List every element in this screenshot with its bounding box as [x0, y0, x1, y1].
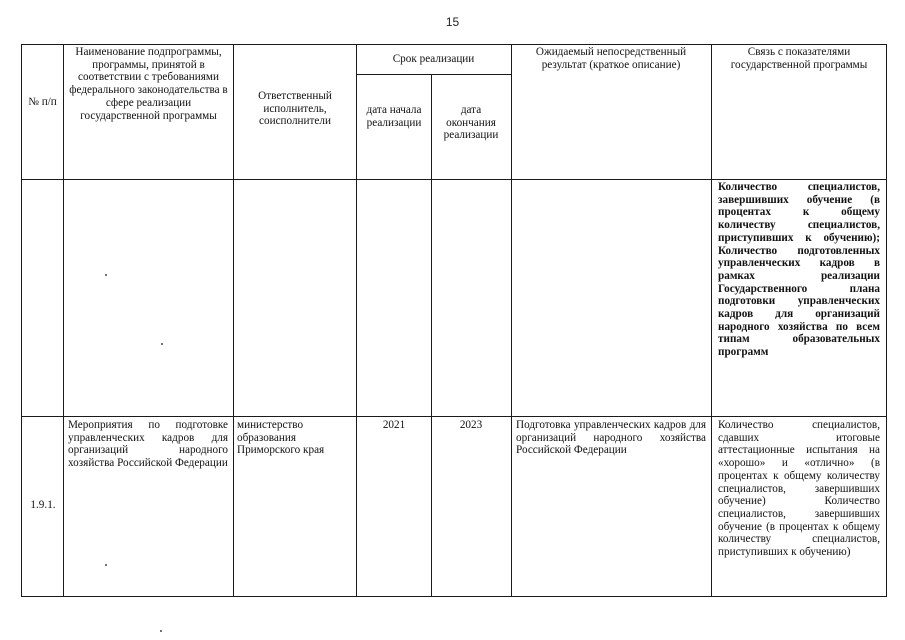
header-num: № п/п: [28, 96, 57, 108]
header-result: Ожидаемый непосредственный результат (краткое описание): [535, 46, 687, 71]
page-number: 15: [445, 15, 460, 29]
end-year: 2023: [459, 419, 483, 431]
header-start-date: дата начала реализации: [366, 104, 422, 129]
col-line-5: [511, 44, 512, 597]
stray-mark: [105, 274, 107, 276]
stray-mark: [105, 564, 107, 566]
col-line-1: [63, 44, 64, 597]
stray-mark: [161, 343, 163, 345]
header-name: Наименование подпрограммы, программы, принятой в соответствии с требованиями федерального законодательства в сфере реализации государственной программы: [69, 46, 228, 122]
link-indicators-text: Количество специалистов, сдавших итоговые аттестационные испытания на «хорошо» и «отлично» (в процентах к общему количеству специалистов, завершивших обучение) Количество специалистов, завершивших обучение (в процентах к общему количеству специалистов, приступивших к обучению): [718, 419, 880, 559]
header-bottom-line: [21, 179, 887, 180]
period-divider-line: [356, 74, 511, 75]
header-responsible: Ответственный исполнитель, соисполнители: [258, 90, 332, 128]
link-indicators-text: Количество специалистов, завершивших обучение (в процентах к общему количеству специалистов, приступивших к обучению); Количество подготовленных управленческих кадров в рамках реализации Государственного плана подготовки управленческих кадров для организаций народного хозяйства по всем типам образовательных программ: [718, 181, 880, 359]
program-table: [21, 44, 887, 597]
activity-name: Мероприятия по подготовке управленческих кадров для организаций народного хозяйства Российской Федерации: [68, 419, 228, 470]
header-link: Связь с показателями государственной программы: [730, 46, 868, 71]
responsible-executor: министерство образования Приморского края: [237, 419, 325, 457]
table-border-bottom: [21, 596, 887, 597]
table-border-right: [886, 44, 887, 597]
stray-mark: [160, 630, 162, 632]
col-line-3: [356, 44, 357, 597]
col-line-6: [711, 44, 712, 597]
header-period: Срок реализации: [392, 53, 475, 65]
row-number: 1.9.1.: [30, 499, 56, 511]
table-border-left: [21, 44, 22, 597]
col-line-2: [233, 44, 234, 597]
expected-result: Подготовка управленческих кадров для организаций народного хозяйства Российской Федерации: [516, 419, 706, 457]
col-line-4: [431, 74, 432, 597]
row-divider-line: [21, 416, 887, 417]
table-border-top: [21, 44, 887, 45]
header-end-date: дата окончания реализации: [443, 104, 499, 142]
start-year: 2021: [382, 419, 406, 431]
